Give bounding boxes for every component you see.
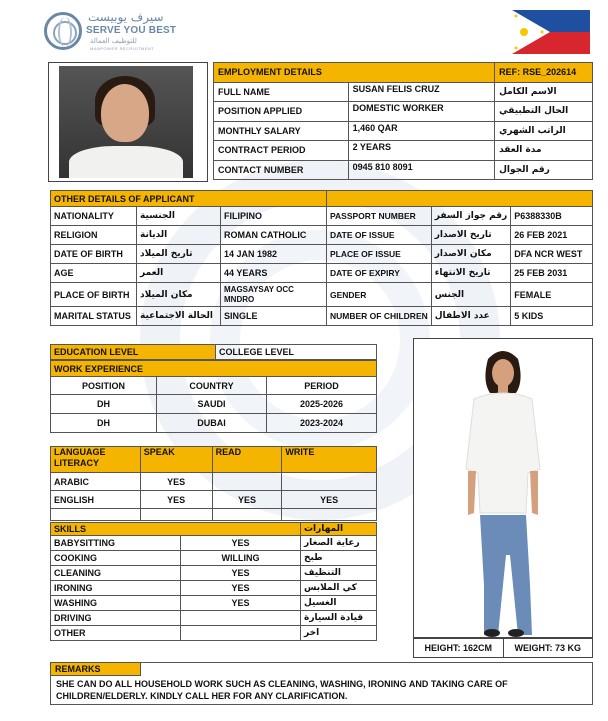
language-cell: YES: [140, 491, 212, 509]
skill-row: [51, 551, 377, 566]
employment-label-arabic: مدة العقد: [495, 141, 593, 161]
skill-name-arabic: رعاية الصغار: [301, 536, 377, 551]
skill-value: [181, 626, 301, 641]
employment-row: [214, 82, 593, 102]
other-value: 14 JAN 1982: [221, 245, 327, 264]
employment-value: 0945 810 8091: [348, 160, 495, 180]
employment-label-arabic: الحال التطبيقي: [495, 102, 593, 122]
skill-name-arabic: قيادة السيارة: [301, 611, 377, 626]
language-section: [50, 446, 377, 521]
skill-name-arabic: طبخ: [301, 551, 377, 566]
language-cell: ENGLISH: [51, 491, 141, 509]
work-column-header: COUNTRY: [157, 377, 267, 395]
employment-row: [214, 160, 593, 180]
education-level-label: EDUCATION LEVEL: [51, 345, 216, 360]
other-value: FILIPINO: [221, 207, 327, 226]
other-value-2: 25 FEB 2031: [511, 264, 593, 283]
work-cell: DH: [51, 395, 157, 414]
other-label-2: PLACE OF ISSUE: [327, 245, 432, 264]
remarks-section: [50, 662, 593, 705]
other-label: DATE OF BIRTH: [51, 245, 137, 264]
work-row: [51, 414, 377, 433]
employment-label-arabic: الاسم الكامل: [495, 82, 593, 102]
education-work-section: [50, 344, 377, 433]
work-experience-header: WORK EXPERIENCE: [51, 361, 377, 377]
employment-label: FULL NAME: [214, 82, 349, 102]
remarks-header: REMARKS: [51, 663, 141, 676]
applicant-fullbody-photo: [414, 339, 592, 637]
other-label-2-arabic: تاريخ الاصدار: [431, 226, 511, 245]
work-cell: 2023-2024: [267, 414, 377, 433]
work-cell: DUBAI: [157, 414, 267, 433]
skills-section: [50, 522, 377, 641]
employment-label: POSITION APPLIED: [214, 102, 349, 122]
language-empty-cell: [51, 509, 141, 521]
other-value-2: DFA NCR WEST: [511, 245, 593, 264]
other-value: ROMAN CATHOLIC: [221, 226, 327, 245]
language-row: [51, 491, 377, 509]
language-cell: ARABIC: [51, 473, 141, 491]
other-details-table: [50, 190, 593, 326]
work-columns-row: [51, 377, 377, 395]
employment-value: DOMESTIC WORKER: [348, 102, 495, 122]
employment-value: 2 YEARS: [348, 141, 495, 161]
other-details-row: [51, 283, 593, 307]
skill-value: YES: [181, 566, 301, 581]
language-cell: YES: [212, 491, 282, 509]
other-value-2: FEMALE: [511, 283, 593, 307]
skill-row: [51, 596, 377, 611]
other-label-2-arabic: الجنس: [431, 283, 511, 307]
employment-value: 1,460 QAR: [348, 121, 495, 141]
work-row: [51, 395, 377, 414]
skill-name-arabic: كي الملابس: [301, 581, 377, 596]
other-value-2: 26 FEB 2021: [511, 226, 593, 245]
skill-row: [51, 626, 377, 641]
language-empty-cell: [212, 509, 282, 521]
other-label: MARITAL STATUS: [51, 307, 137, 326]
work-cell: 2025-2026: [267, 395, 377, 414]
other-label-arabic: الحالة الاجتماعية: [137, 307, 221, 326]
reference-number: REF: RSE_202614: [495, 63, 593, 83]
other-label-arabic: تاريخ الميلاد: [137, 245, 221, 264]
skill-value: YES: [181, 581, 301, 596]
other-details-row: [51, 307, 593, 326]
employment-value: SUSAN FELIS CRUZ: [348, 82, 495, 102]
other-value-2: P6388330B: [511, 207, 593, 226]
other-label: PLACE OF BIRTH: [51, 283, 137, 307]
language-empty-cell: [282, 509, 377, 521]
skills-header: SKILLS: [51, 523, 301, 536]
company-logo-icon: [44, 12, 82, 50]
skill-name-arabic: الغسيل: [301, 596, 377, 611]
employment-row: [214, 141, 593, 161]
other-label: AGE: [51, 264, 137, 283]
skill-row: [51, 566, 377, 581]
employment-details-header: EMPLOYMENT DETAILS: [214, 63, 495, 83]
philippines-flag-icon: [512, 10, 590, 54]
other-details-row: [51, 207, 593, 226]
other-label-2: PASSPORT NUMBER: [327, 207, 432, 226]
skill-value: WILLING: [181, 551, 301, 566]
skill-name: DRIVING: [51, 611, 181, 626]
skill-row: [51, 581, 377, 596]
other-label-2-arabic: مكان الاصدار: [431, 245, 511, 264]
employment-row: [214, 121, 593, 141]
other-label-2: DATE OF EXPIRY: [327, 264, 432, 283]
height-value: HEIGHT: 162CM: [424, 643, 492, 653]
skill-value: [181, 611, 301, 626]
other-label-arabic: مكان الميلاد: [137, 283, 221, 307]
language-column-header: SPEAK: [140, 447, 212, 473]
language-column-header: LANGUAGE LITERACY: [51, 447, 141, 473]
employment-label: CONTACT NUMBER: [214, 160, 349, 180]
other-details-row: [51, 226, 593, 245]
employment-label: CONTRACT PERIOD: [214, 141, 349, 161]
language-cell: [212, 473, 282, 491]
education-level-value: COLLEGE LEVEL: [216, 345, 377, 360]
other-label-2: GENDER: [327, 283, 432, 307]
skill-row: [51, 536, 377, 551]
other-details-header-fill: [327, 191, 593, 207]
skill-name-arabic: التنظيف: [301, 566, 377, 581]
employment-label: MONTHLY SALARY: [214, 121, 349, 141]
other-details-row: [51, 264, 593, 283]
language-column-header: READ: [212, 447, 282, 473]
other-label: RELIGION: [51, 226, 137, 245]
logo-tagline: MANPOWER RECRUITMENT: [90, 46, 155, 51]
applicant-portrait-photo: [59, 66, 193, 178]
skill-name: CLEANING: [51, 566, 181, 581]
skill-name: COOKING: [51, 551, 181, 566]
employment-label-arabic: الراتب الشهري: [495, 121, 593, 141]
other-value: MAGSAYSAY OCC MNDRO: [221, 283, 327, 307]
skill-name: OTHER: [51, 626, 181, 641]
applicant-fullbody-frame: [413, 338, 593, 638]
weight-value: WEIGHT: 73 KG: [503, 639, 593, 657]
work-cell: SAUDI: [157, 395, 267, 414]
other-value: SINGLE: [221, 307, 327, 326]
other-label-arabic: العمر: [137, 264, 221, 283]
work-column-header: POSITION: [51, 377, 157, 395]
language-columns-row: [51, 447, 377, 473]
employment-label-arabic: رقم الجوال: [495, 160, 593, 180]
language-row: [51, 473, 377, 491]
logo-arabic-subtitle: للتوظيف العمالة: [90, 37, 137, 45]
skill-value: YES: [181, 536, 301, 551]
language-empty-row: [51, 509, 377, 521]
skill-name: WASHING: [51, 596, 181, 611]
other-label-2: NUMBER OF CHILDREN: [327, 307, 432, 326]
skills-header-arabic: المهارات: [301, 523, 377, 536]
language-empty-cell: [140, 509, 212, 521]
language-column-header: WRITE: [282, 447, 377, 473]
skill-name-arabic: اخر: [301, 626, 377, 641]
other-value-2: 5 KIDS: [511, 307, 593, 326]
skill-name: BABYSITTING: [51, 536, 181, 551]
other-details-row: [51, 245, 593, 264]
other-label-2-arabic: رقم جواز السفر: [431, 207, 511, 226]
remarks-text: SHE CAN DO ALL HOUSEHOLD WORK SUCH AS CLEANING, WASHING, IRONING AND TAKING CARE OF CHILDREN/ELDERLY. KINDLY CALL HER FOR ANY CLARIFICATION.: [56, 679, 508, 701]
skill-row: [51, 611, 377, 626]
other-label-arabic: الجنسية: [137, 207, 221, 226]
other-label-2: DATE OF ISSUE: [327, 226, 432, 245]
other-label-2-arabic: عدد الاطفال: [431, 307, 511, 326]
employment-row: [214, 102, 593, 122]
employment-details-table: [213, 62, 593, 180]
language-cell: YES: [140, 473, 212, 491]
language-cell: YES: [282, 491, 377, 509]
work-cell: DH: [51, 414, 157, 433]
skill-name: IRONING: [51, 581, 181, 596]
other-label-arabic: الديانة: [137, 226, 221, 245]
language-cell: [282, 473, 377, 491]
other-value: 44 YEARS: [221, 264, 327, 283]
work-column-header: PERIOD: [267, 377, 377, 395]
applicant-portrait-frame: [48, 62, 208, 182]
other-details-header: OTHER DETAILS OF APPLICANT: [51, 191, 327, 207]
measurements-bar: [413, 638, 593, 658]
logo-arabic-text: سيرف يوبيست: [88, 10, 164, 24]
skill-value: YES: [181, 596, 301, 611]
logo-english-text: SERVE YOU BEST: [86, 25, 177, 36]
other-label: NATIONALITY: [51, 207, 137, 226]
other-label-2-arabic: تاريخ الانتهاء: [431, 264, 511, 283]
